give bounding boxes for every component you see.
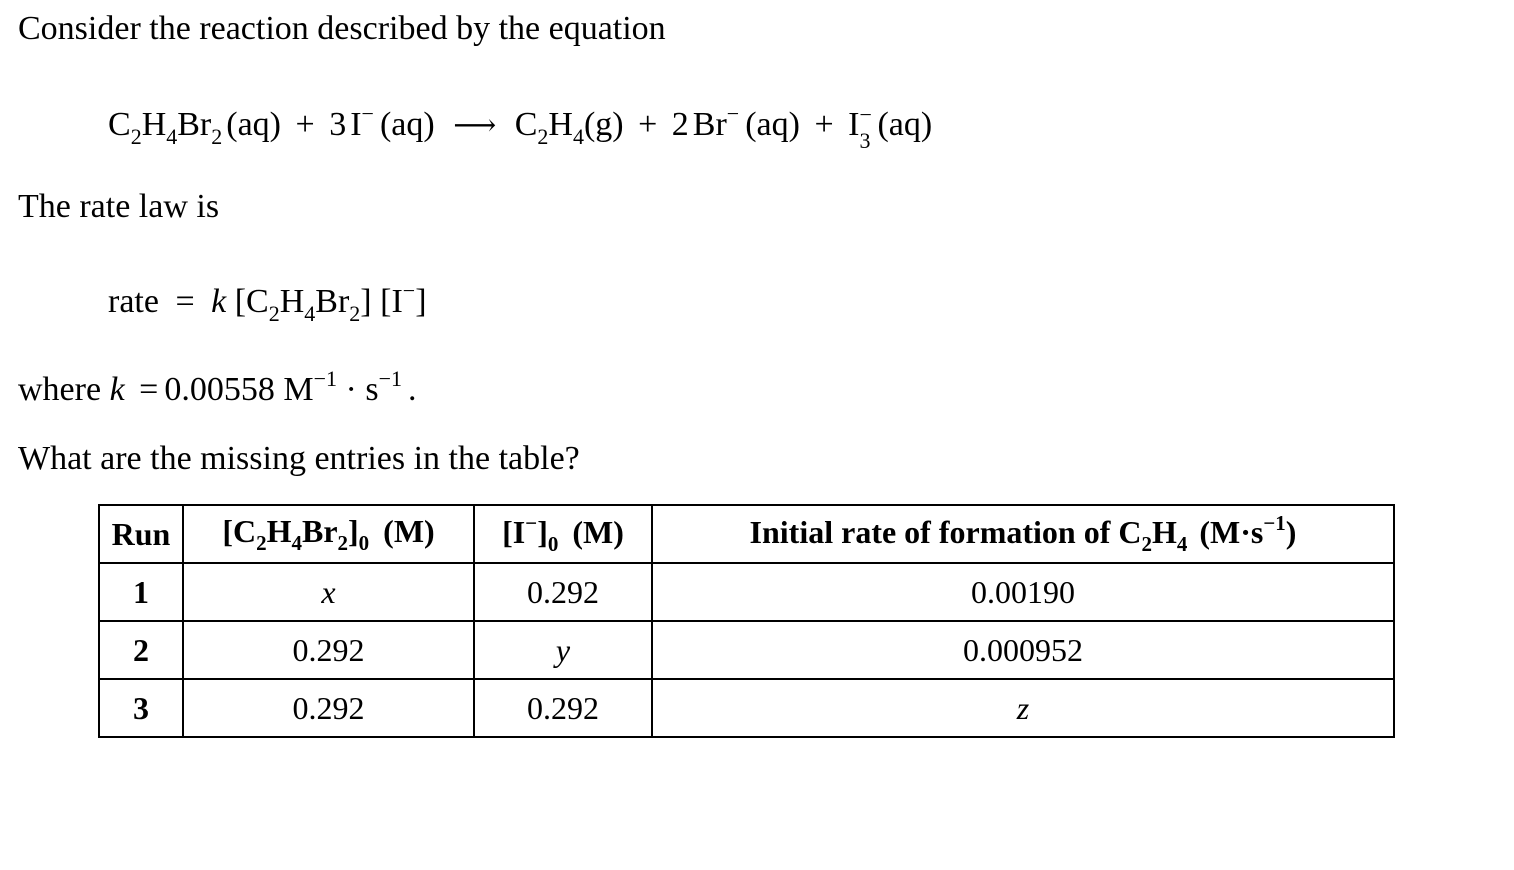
reactant-iodide: 3 I− (aq) [329, 101, 435, 143]
rate-term-dibromoethane: $[C_2H_4Br_2]$ [234, 283, 372, 326]
question-text: What are the missing entries in the table? [18, 440, 580, 477]
initial-rate-cell: z [652, 679, 1394, 737]
run-number: 2 [99, 621, 183, 679]
reaction-equation: $C_2H_4Br_2$ (aq) + 3 I− (aq) ⟶ $C_2H_4(g) + 2$ Br− (aq) + I − 3 (aq) [108, 101, 933, 153]
iodide-conc-cell: 0.292 [474, 563, 652, 621]
header-iodide-conc: $[I^-]_0$ (M) [474, 505, 652, 563]
run-number: 1 [99, 563, 183, 621]
product-triiodide: I − 3 (aq) [848, 102, 933, 153]
dibromoethane-conc-cell: 0.292 [183, 679, 474, 737]
rate-law-intro: The rate law is [18, 188, 220, 225]
run-number: 3 [99, 679, 183, 737]
product-ethylene: $C_2H_4(g)$ [514, 106, 624, 149]
rate-constant-value: 0.00558 [164, 371, 275, 408]
header-dibromoethane-conc: $[C_2H_4Br_2]_0$ (M) [183, 505, 474, 563]
reactant-dibromoethane: $C_2H_4Br_2$ (aq) [108, 106, 281, 149]
table-row [99, 563, 1394, 621]
dibromoethane-conc-cell: 0.292 [183, 621, 474, 679]
reaction-arrow: ⟶ [453, 109, 497, 142]
kinetics-table [98, 504, 1395, 738]
table-row [99, 621, 1394, 679]
dibromoethane-conc-cell: x [183, 563, 474, 621]
initial-rate-cell: 0.000952 [652, 621, 1394, 679]
intro-text: Consider the reaction described by the equation [18, 10, 666, 47]
rate-constant-line: where k = 0.00558 $M^{-1} \cdot s^{-1}$ . [18, 366, 417, 408]
table-header-row [99, 505, 1394, 563]
iodide-conc-cell: y [474, 621, 652, 679]
product-bromide: 2 Br− (aq) [671, 101, 800, 143]
iodide-conc-cell: 0.292 [474, 679, 652, 737]
header-run: Run [99, 505, 183, 563]
table-row [99, 679, 1394, 737]
rate-term-iodide: [I−] [380, 278, 427, 320]
rate-law-equation: rate = k $[C_2H_4Br_2]$ [I−] [108, 278, 427, 326]
header-initial-rate: Initial rate of formation of $C_2H_4$ $(M\cdot s^{-1})$ [652, 505, 1394, 563]
initial-rate-cell: 0.00190 [652, 563, 1394, 621]
